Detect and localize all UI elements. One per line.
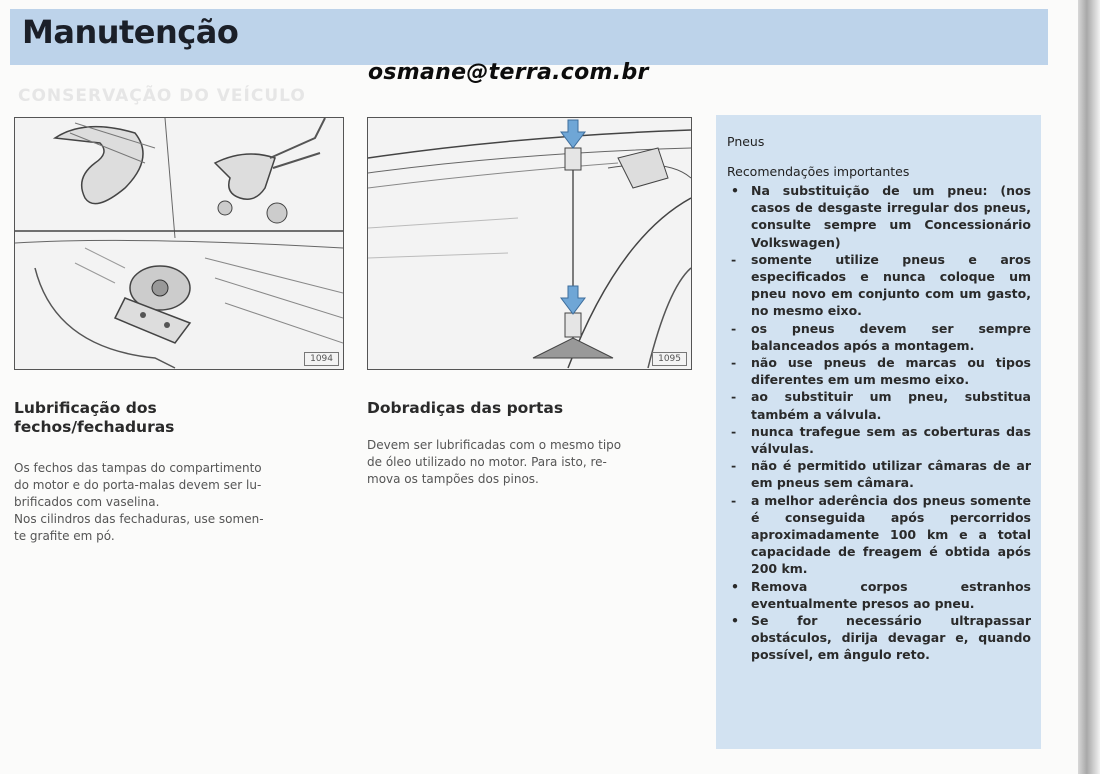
section-body-lubrication: Os fechos das tampas do compartimento do motor e do porta-malas devem ser lu- brificados com vaselina. Nos cilindros das fechaduras, use somen- te grafite em pó. — [14, 461, 264, 543]
list-item-text: somente utilize pneus e aros especificados e nunca coloque um pneu novo em conjunto com um gasto, no mesmo eixo. — [751, 251, 1031, 319]
list-item — [727, 182, 1031, 251]
list-item-text: não use pneus de marcas ou tipos diferentes em um mesmo eixo. — [751, 355, 1031, 388]
list-marker: - — [731, 355, 737, 371]
list-item-text: Na substituição de um pneu: (nos casos de desgaste irregular dos pneus, consulte sempre um Concessionário Volkswagen) — [751, 183, 1031, 250]
list-item — [727, 612, 1031, 664]
info-box-subheading: Recomendações importantes — [727, 164, 910, 179]
list-item — [727, 354, 1031, 388]
list-item-text: a melhor aderência dos pneus somente é conseguida após percorridos aproximadamente 100 km e a total capacidade de freagem é obtida após 200 km. — [751, 492, 1031, 577]
bleed-through: CONSERVAÇÃO DO VEÍCULO — [18, 86, 306, 106]
section-title-door-hinges: Dobradiças das portas — [367, 399, 564, 417]
list-item-text: nunca trafegue sem as coberturas das válvulas. — [751, 423, 1031, 457]
list-item — [727, 388, 1031, 422]
list-item — [727, 578, 1031, 612]
page-edge — [1078, 0, 1100, 774]
list-item-text: Remova corpos estranhos eventualmente presos ao pneu. — [751, 578, 1031, 611]
list-item — [727, 492, 1031, 578]
figure-number: 1094 — [304, 352, 339, 366]
list-item-text: ao substituir um pneu, substitua também a válvula. — [751, 389, 1031, 422]
figure-number: 1095 — [652, 352, 687, 366]
list-marker: - — [731, 492, 737, 508]
list-item — [727, 423, 1031, 457]
list-marker: - — [731, 251, 737, 267]
list-item — [727, 320, 1031, 354]
list-marker: • — [731, 183, 739, 198]
figure-door-hinge — [367, 117, 692, 370]
figure-hood-latch — [14, 117, 344, 370]
section-body-door-hinges: Devem ser lubrificadas com o mesmo tipo de óleo utilizado no motor. Para isto, re- mova os tampões dos pinos. — [367, 438, 622, 486]
hood-latch-illustration — [15, 118, 343, 369]
list-marker: • — [731, 578, 739, 594]
list-item — [727, 251, 1031, 320]
list-marker: - — [731, 389, 737, 405]
list-marker: • — [731, 613, 739, 629]
list-item-text: não é permitido utilizar câmaras de ar em pneus sem câmara. — [751, 458, 1031, 491]
list-marker: - — [731, 458, 737, 474]
info-box-list — [727, 182, 1031, 664]
page-title: Manutenção — [22, 13, 239, 51]
section-title-lubrication: Lubrificação dos fechos/fechaduras — [14, 399, 175, 436]
list-item — [727, 457, 1031, 491]
list-marker: - — [731, 423, 737, 439]
list-item-text: Se for necessário ultrapassar obstáculos, dirija devagar e, quando possível, em ângulo reto. — [751, 613, 1031, 663]
watermark-email: osmane@terra.com.br — [368, 60, 649, 85]
door-hinge-illustration — [368, 118, 691, 369]
list-item-text: os pneus devem ser sempre balanceados após a montagem. — [751, 320, 1031, 353]
list-marker: - — [731, 320, 737, 336]
info-box-heading: Pneus — [727, 134, 765, 149]
